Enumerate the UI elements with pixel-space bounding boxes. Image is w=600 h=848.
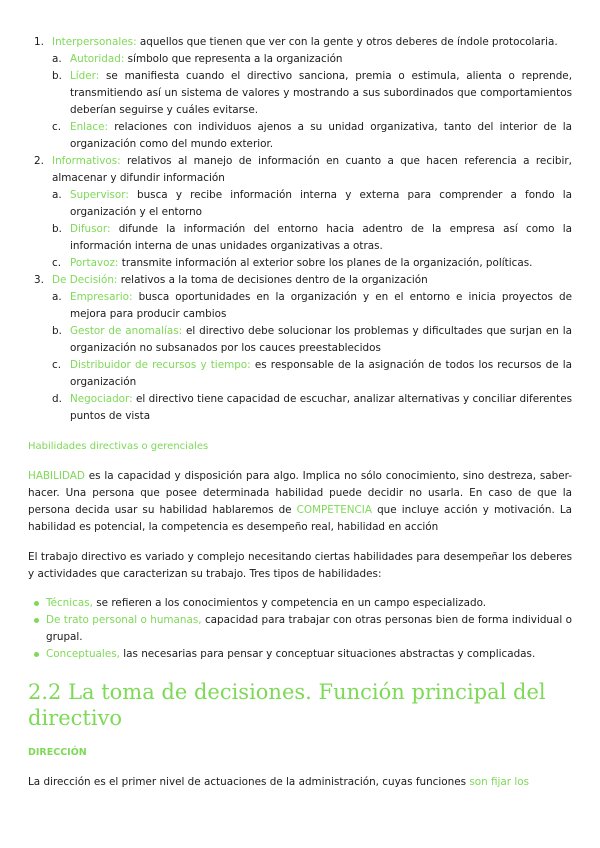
sub-term: Enlace: [70,121,109,133]
role-text: relativos al manejo de información en cuanto a que hacen referencia a recibir, almacenar y difundir información [52,155,572,184]
sub-text: transmite información al exterior sobre los planes de la organización, políticas. [118,257,533,269]
sub-letter: b. [52,70,62,82]
role-term: De Decisión: [52,274,118,286]
paragraph-text: que incluye acción y motivación. La habilidad es potencial, la competencia es desempeño real, habilidad en acción [28,504,572,533]
sub-letter: a. [52,53,62,65]
sub-term: Distribuidor de recursos y tiempo: [70,359,251,371]
roles-list [28,34,572,425]
sub-text: es responsable de la asignación de todos los recursos de la organización [70,359,573,388]
sub-text: relaciones con individuos ajenos a su unidad organizativa, tanto del interior de la organización como del mundo exterior. [70,121,572,150]
bullet-icon [34,601,39,606]
sub-list-item [28,323,572,357]
sub-letter: b. [52,325,62,337]
list-item [28,272,572,289]
skill-term: Técnicas, [46,597,93,609]
sub-list-item [28,255,572,272]
sub-term: Líder: [70,70,100,82]
sub-letter: a. [52,189,62,201]
sub-term: Negociador: [70,393,133,405]
skill-text: las necesarias para pensar y conceptuar situaciones abstractas y complicadas. [119,648,536,660]
sub-text: símbolo que representa a la organización [124,53,343,65]
habilidad-paragraph [28,468,572,536]
role-term: Informativos: [52,155,121,167]
sub-letter: c. [52,359,62,371]
sub-text: se manifiesta cuando el directivo sanciona, premia o estimula, alienta o reprende, transmitiendo así un sistema de valores y mostrando a sus subordinados que comportamientos deberían seguirse y cuáles evitarse. [70,70,572,116]
role-term: Interpersonales: [52,36,137,48]
role-text: aquellos que tienen que ver con la gente y otros deberes de índole protocolaria. [136,36,558,48]
bullet-icon [34,652,39,657]
sub-text: busca y recibe información interna y externa para comprender a fondo la organización y el entorno [70,189,572,218]
paragraph-text: es la capacidad y disposición para algo. Implica no sólo conocimiento, sino destreza, saber-hacer. Una persona que posee determinada habilidad puede decidir no usarla. En caso de que la persona decida usar su habilidad hablaremos de [28,470,572,516]
sub-list-item [28,289,572,323]
sub-list-item [28,391,572,425]
list-number: 1. [34,36,44,48]
sub-text: busca oportunidades en la organización y en el entorno e inicia proyectos de mejora para producir cambios [70,291,572,320]
list-item [28,646,572,663]
skill-text: capacidad para trabajar con otras personas bien de forma individual o grupal. [46,614,572,643]
sub-list-item [28,51,572,68]
competencia-term: COMPETENCIA [296,504,372,516]
sub-term: Supervisor: [70,189,129,201]
bullet-icon [34,618,39,623]
paragraph-text: La dirección es el primer nivel de actuaciones de la administración, cuyas funciones [28,776,470,788]
skill-term: De trato personal o humanas, [46,614,202,626]
sub-term: Empresario: [70,291,133,303]
section-title: Habilidades directivas o gerenciales [28,441,209,452]
direccion-paragraph [28,774,572,791]
sub-letter: c. [52,257,62,269]
sub-list-item [28,119,572,153]
sub-letter: c. [52,121,62,133]
section-heading: 2.2 La toma de decisiones. Función principal del directivo [28,680,546,730]
habilidad-term: HABILIDAD [28,470,85,482]
skill-text: se refieren a los conocimientos y competencia en un campo especializado. [92,597,487,609]
sub-text: difunde la información del entorno hacia adentro de la empresa así como la información interna de unas unidades organizativas a otras. [70,223,572,252]
trabajo-paragraph: El trabajo directivo es variado y complejo necesitando ciertas habilidades para desempeñar los deberes y actividades que caracterizan su trabajo. Tres tipos de habilidades: [28,551,572,580]
sub-list-item [28,68,572,119]
list-item [28,34,572,51]
list-item [28,595,572,612]
sub-list-item [28,221,572,255]
subheading: DIRECCIÓN [28,747,87,758]
role-text: relativos a la toma de decisiones dentro de la organización [117,274,428,286]
sub-term: Portavoz: [70,257,119,269]
list-item [28,612,572,646]
highlight-text: son fijar los [469,776,530,788]
sub-list-item [28,187,572,221]
sub-letter: a. [52,291,62,303]
sub-term: Autoridad: [70,53,125,65]
skill-term: Conceptuales, [46,648,120,660]
sub-term: Difusor: [70,223,111,235]
sub-term: Gestor de anomalías: [70,325,183,337]
sub-text: el directivo tiene capacidad de escuchar, analizar alternativas y conciliar diferentes puntos de vista [70,393,572,422]
list-number: 3. [34,274,44,286]
skills-list [28,595,572,663]
list-number: 2. [34,155,44,167]
list-item [28,153,572,187]
sub-list-item [28,357,572,391]
sub-letter: b. [52,223,62,235]
sub-text: el directivo debe solucionar los problemas y dificultades que surjan en la organización no subsanados por los cauces preestablecidos [70,325,572,354]
sub-letter: d. [52,393,62,405]
